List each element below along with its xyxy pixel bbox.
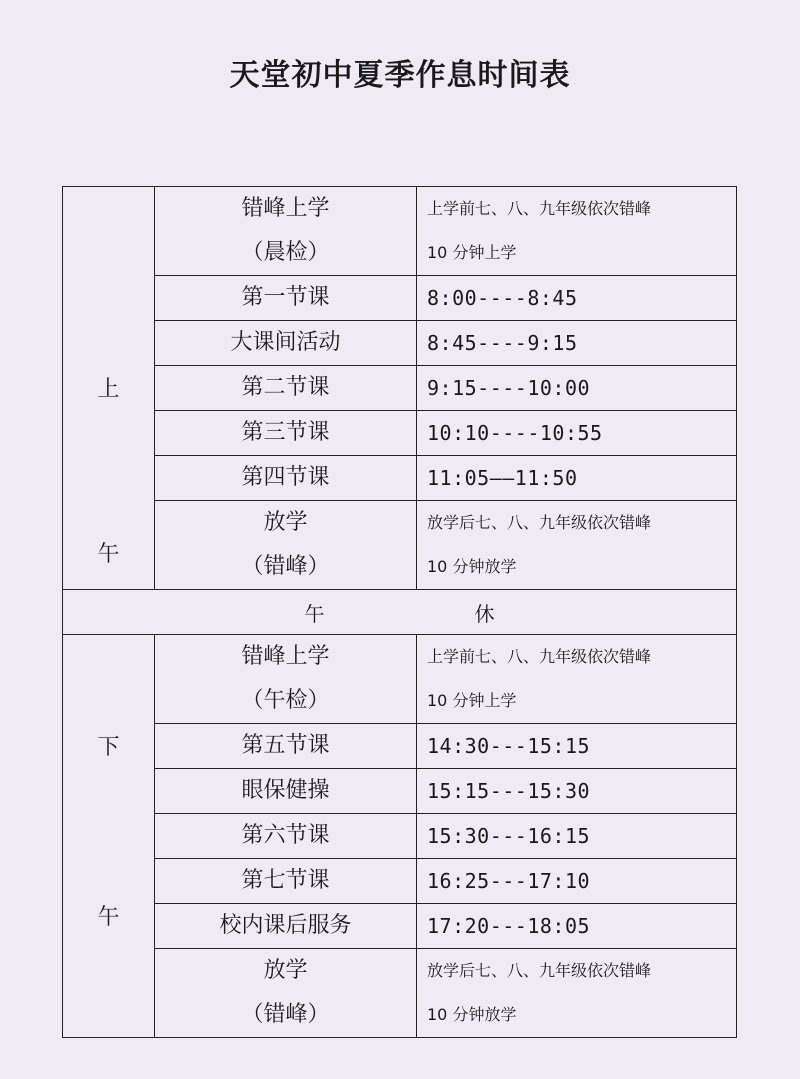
table-row <box>63 724 737 769</box>
table-row <box>63 769 737 814</box>
time-cell: 17:20---18:05 <box>417 904 737 949</box>
activity-cell <box>155 187 417 276</box>
table-row <box>63 949 737 1038</box>
activity-cell: 第二节课 <box>155 366 417 411</box>
activity-label: 错峰上学 <box>241 644 330 669</box>
activity-sublabel: （错峰） <box>241 1002 330 1027</box>
note-line: 放学后七、八、九年级依次错峰 <box>427 513 652 532</box>
note-line: 上学前七、八、九年级依次错峰 <box>427 199 652 218</box>
period-label: 下 <box>97 735 120 760</box>
noon-break-char: 午 <box>304 601 325 626</box>
activity-cell: 第七节课 <box>155 859 417 904</box>
period-cell-afternoon <box>63 635 155 1038</box>
period-label: 上 <box>97 377 120 402</box>
period-label: 午 <box>97 905 120 930</box>
activity-cell: 眼保健操 <box>155 769 417 814</box>
time-cell: 11:05——11:50 <box>417 456 737 501</box>
table-row <box>63 411 737 456</box>
note-cell <box>417 635 737 724</box>
period-cell-morning <box>63 187 155 590</box>
table-row <box>63 456 737 501</box>
table-row <box>63 590 737 635</box>
note-line: 10 分钟上学 <box>427 243 517 262</box>
table-row <box>63 904 737 949</box>
noon-break-char: 休 <box>474 601 495 626</box>
activity-label: 放学 <box>263 958 308 983</box>
activity-sublabel: （晨检） <box>241 240 330 265</box>
table-row <box>63 635 737 724</box>
table-row <box>63 321 737 366</box>
activity-cell <box>155 501 417 590</box>
time-cell: 8:00----8:45 <box>417 276 737 321</box>
schedule-table <box>62 186 737 1038</box>
activity-sublabel: （午检） <box>241 688 330 713</box>
period-label: 午 <box>97 542 120 567</box>
table-row <box>63 814 737 859</box>
noon-break-cell <box>63 590 737 635</box>
activity-cell: 第一节课 <box>155 276 417 321</box>
activity-cell: 第四节课 <box>155 456 417 501</box>
time-cell: 10:10----10:55 <box>417 411 737 456</box>
activity-sublabel: （错峰） <box>241 554 330 579</box>
time-cell: 15:15---15:30 <box>417 769 737 814</box>
activity-cell: 第三节课 <box>155 411 417 456</box>
page-title: 天堂初中夏季作息时间表 <box>229 58 571 93</box>
activity-cell <box>155 949 417 1038</box>
time-cell: 8:45----9:15 <box>417 321 737 366</box>
note-line: 10 分钟放学 <box>427 1005 517 1024</box>
time-cell: 9:15----10:00 <box>417 366 737 411</box>
table-row <box>63 187 737 276</box>
activity-label: 放学 <box>263 510 308 535</box>
note-cell <box>417 501 737 590</box>
note-cell <box>417 187 737 276</box>
activity-label: 错峰上学 <box>241 196 330 221</box>
note-line: 10 分钟放学 <box>427 557 517 576</box>
note-line: 放学后七、八、九年级依次错峰 <box>427 961 652 980</box>
activity-cell: 第六节课 <box>155 814 417 859</box>
time-cell: 16:25---17:10 <box>417 859 737 904</box>
table-row <box>63 859 737 904</box>
note-line: 上学前七、八、九年级依次错峰 <box>427 647 652 666</box>
table-row <box>63 276 737 321</box>
activity-cell <box>155 635 417 724</box>
table-row <box>63 501 737 590</box>
time-cell: 15:30---16:15 <box>417 814 737 859</box>
note-cell <box>417 949 737 1038</box>
table-row <box>63 366 737 411</box>
activity-cell: 大课间活动 <box>155 321 417 366</box>
activity-cell: 第五节课 <box>155 724 417 769</box>
note-line: 10 分钟上学 <box>427 691 517 710</box>
activity-cell: 校内课后服务 <box>155 904 417 949</box>
time-cell: 14:30---15:15 <box>417 724 737 769</box>
